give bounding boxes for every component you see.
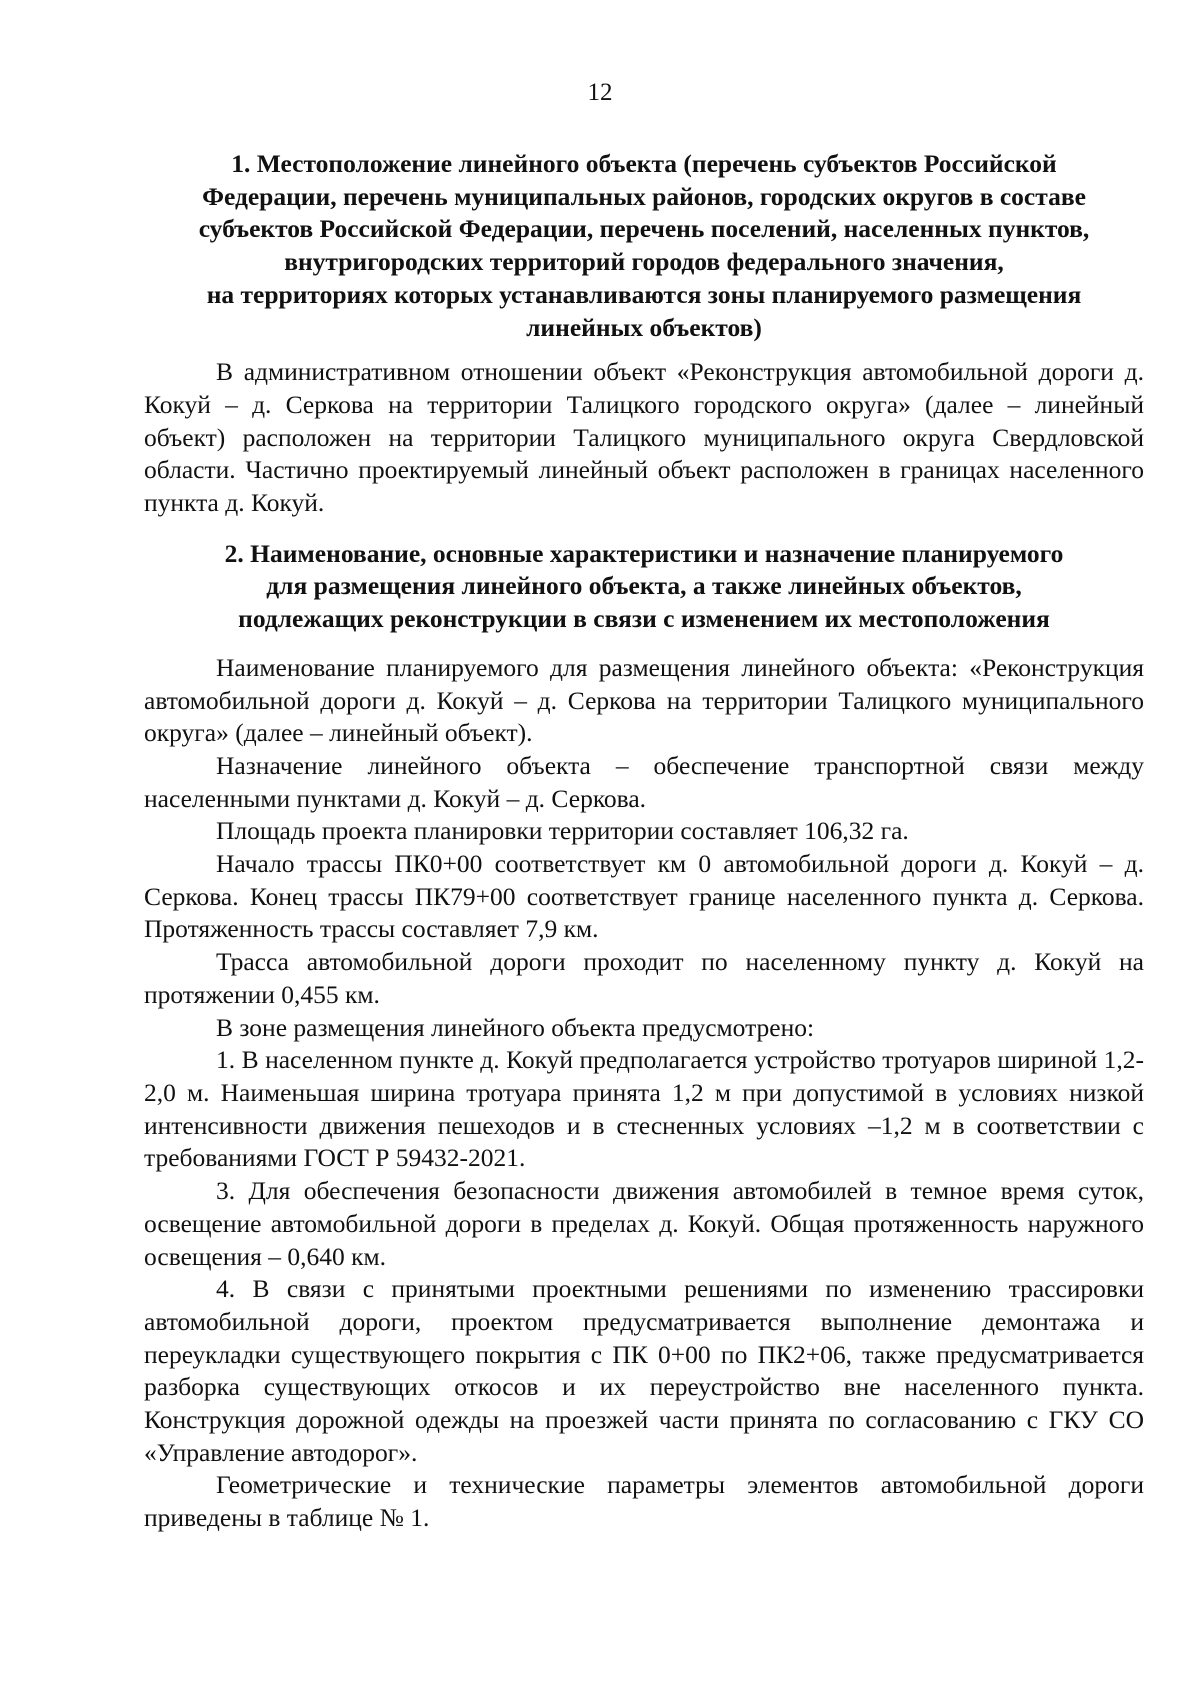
section-2-paragraph: Геометрические и технические параметры элементов автомобильной дороги приведены в таблице № 1.: [144, 1470, 1144, 1533]
section-1-heading-line: на территориях которых устанавливаются зоны планируемого размещения: [206, 279, 1082, 309]
section-2-paragraph: Начало трассы ПК0+00 соответствует км 0 автомобильной дороги д. Кокуй – д. Серкова. Конец трассы ПК79+00 соответствует границе населенного пункта д. Серкова. Протяженность трассы составляет 7,9 км.: [144, 849, 1144, 944]
section-2-heading-line: для размещения линейного объекта, а также линейных объектов,: [266, 571, 1022, 601]
section-1-heading-line: внутригородских территорий городов федерального значения,: [284, 247, 1004, 277]
section-2-paragraph: 3. Для обеспечения безопасности движения автомобилей в темное время суток, освещение автомобильной дороги в пределах д. Кокуй. Общая протяженность наружного освещения – 0,640 км.: [144, 1176, 1144, 1271]
section-2-heading-line: 2. Наименование, основные характеристики и назначение планируемого: [224, 538, 1064, 568]
section-2-paragraph: Трасса автомобильной дороги проходит по населенному пункту д. Кокуй на протяжении 0,455 км.: [144, 947, 1144, 1009]
section-2-heading-line: подлежащих реконструкции в связи с изменением их местоположения: [238, 604, 1050, 634]
section-1-heading-line: Федерации, перечень муниципальных районов, городских округов в составе: [202, 181, 1086, 211]
section-1-heading-line: линейных объектов): [526, 312, 762, 342]
section-2-paragraph: 1. В населенном пункте д. Кокуй предполагается устройство тротуаров шириной 1,2-2,0 м. Наименьшая ширина тротуара принята 1,2 м при допустимой в условиях низкой интенсивности движения пешеходов и в стесненных условиях –1,2 м в соответствии с требованиями ГОСТ Р 59432-2021.: [144, 1045, 1144, 1173]
page-content: [144, 148, 1144, 1535]
section-1-heading-line: субъектов Российской Федерации, перечень поселений, населенных пунктов,: [198, 214, 1090, 244]
section-1-paragraph: В административном отношении объект «Реконструкция автомобильной дороги д. Кокуй – д. Серкова на территории Талицкого городского округа» (далее – линейный объект) расположен на территории Талицкого муниципального округа Свердловской области. Частично проектируемый линейный объект расположен в границах населенного пункта д. Кокуй.: [144, 357, 1144, 518]
section-2-paragraph: Площадь проекта планировки территории составляет 106,32 га.: [216, 816, 909, 846]
section-1-heading-line: 1. Местоположение линейного объекта (перечень субъектов Российской: [231, 149, 1057, 178]
section-2-paragraph: Назначение линейного объекта – обеспечение транспортной связи между населенными пунктами д. Кокуй – д. Серкова.: [144, 750, 1144, 813]
section-1-heading: [144, 148, 1144, 344]
section-2-paragraph: Наименование планируемого для размещения линейного объекта: «Реконструкция автомобильной дороги д. Кокуй – д. Серкова на территории Талицкого муниципального округа» (далее – линейный объект).: [144, 652, 1144, 748]
page-number: 12: [587, 79, 613, 106]
section-2-paragraph: В зоне размещения линейного объекта предусмотрено:: [216, 1012, 815, 1042]
section-2-heading: [144, 538, 1144, 636]
section-2-paragraph: 4. В связи с принятыми проектными решениями по изменению трассировки автомобильной дороги, проектом предусматривается выполнение демонтажа и переукладки существующего покрытия с ПК 0+00 по ПК2+06, также предусматривается разборка существующих откосов и их переустройство вне населенного пункта. Конструкция дорожной одежды на проезжей части принята по согласованию с ГКУ СО «Управление автодорог».: [144, 1274, 1144, 1467]
